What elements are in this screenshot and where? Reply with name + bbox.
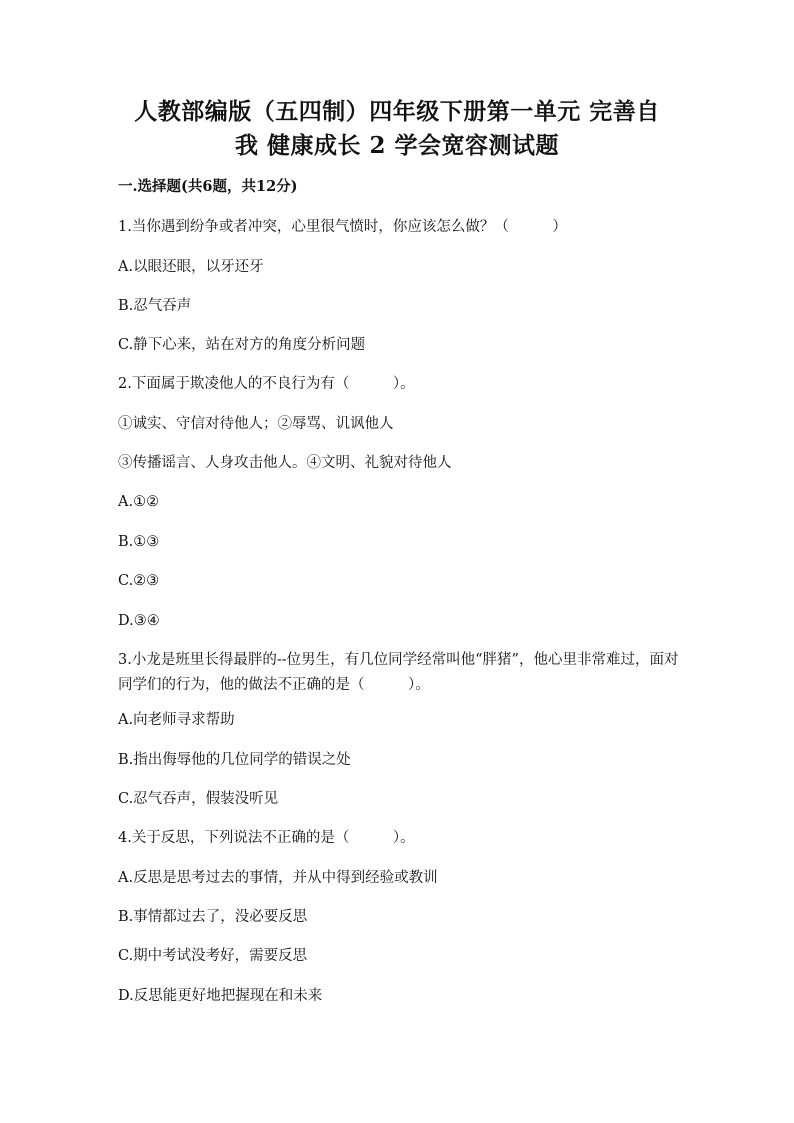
question-3-stem: 3.小龙是班里长得最胖的--位男生，有几位同学经常叫他“胖猪”，他心里非常难过，面对同学们的行为，他的做法不正确的是（ ）。 [118, 652, 679, 693]
question-1-option-c: C.静下心来，站在对方的角度分析问题 [118, 337, 366, 353]
question-4-option-a: A.反思是思考过去的事情，并从中得到经验或教训 [118, 870, 438, 886]
question-2-option-c: C.②③ [118, 573, 160, 589]
section-heading: 一.选择题(共6题，共12分) [118, 178, 298, 195]
question-1-option-b: B.忍气吞声 [118, 298, 192, 314]
question-4-stem: 4.关于反思，下列说法不正确的是（ ）。 [118, 830, 415, 846]
question-2-statement-1: ①诚实、守信对待他人；②辱骂、讥讽他人 [118, 416, 394, 432]
question-2-statement-2: ③传播谣言、人身攻击他人。④文明、礼貌对待他人 [118, 455, 452, 471]
question-4-option-c: C.期中考试没考好，需要反思 [118, 948, 308, 964]
question-2-option-b: B.①③ [118, 534, 160, 550]
question-2-stem: 2.下面属于欺凌他人的不良行为有（ ）。 [118, 376, 415, 392]
title-line-2: 我 健康成长 2 学会宽容测试题 [234, 132, 560, 159]
question-2-option-d: D.③④ [118, 613, 160, 629]
title-line-1: 人教部编版（五四制）四年级下册第一单元 完善自 [134, 98, 660, 125]
question-4-option-d: D.反思能更好地把握现在和未来 [118, 988, 323, 1004]
question-1-stem: 1.当你遇到纷争或者冲突，心里很气愤时，你应该怎么做？（ ） [118, 219, 567, 235]
question-2-option-a: A.①② [118, 494, 160, 510]
question-4-option-b: B.事情都过去了，没必要反思 [118, 909, 308, 925]
question-3-option-c: C.忍气吞声，假装没听见 [118, 791, 279, 807]
question-1-option-a: A.以眼还眼，以牙还牙 [118, 259, 264, 275]
question-3-option-a: A.向老师寻求帮助 [118, 712, 235, 728]
question-3-option-b: B.指出侮辱他的几位同学的错误之处 [118, 752, 351, 768]
